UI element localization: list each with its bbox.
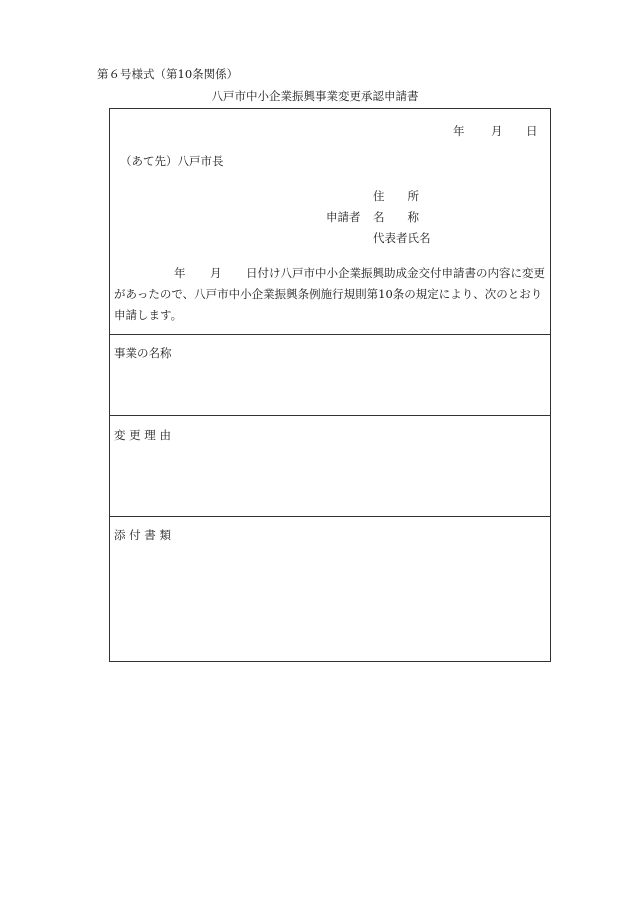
form-number: 第６号様式（第10条関係）	[97, 67, 239, 81]
section-divider	[110, 516, 550, 517]
body-month-label: 月	[210, 266, 222, 280]
section-divider	[110, 334, 550, 335]
document-title: 八戸市中小企業振興事業変更承認申請書	[211, 89, 419, 103]
date-year-label: 年	[453, 124, 465, 138]
body-text-line2: があったので、八戸市中小企業振興条例施行規則第10条の規定により、次のとおり	[114, 287, 543, 301]
applicant-address-label: 住 所	[373, 189, 419, 203]
change-reason-label: 変 更 理 由	[114, 428, 171, 442]
body-text-line3: 申請します。	[114, 308, 183, 322]
section-divider	[110, 415, 550, 416]
body-text-line1: 日付け八戸市中小企業振興助成金交付申請書の内容に変更	[246, 266, 545, 280]
addressee: （あて先）八戸市長	[120, 154, 224, 168]
attachments-label: 添 付 書 類	[114, 528, 171, 542]
applicant-name-label: 名 称	[373, 210, 419, 224]
application-form	[109, 108, 551, 662]
representative-name-label: 代表者氏名	[373, 231, 431, 245]
body-year-label: 年	[174, 266, 186, 280]
project-name-label: 事業の名称	[114, 346, 172, 360]
date-day-label: 日	[526, 124, 538, 138]
applicant-role-label: 申請者	[326, 210, 361, 224]
date-month-label: 月	[491, 124, 503, 138]
